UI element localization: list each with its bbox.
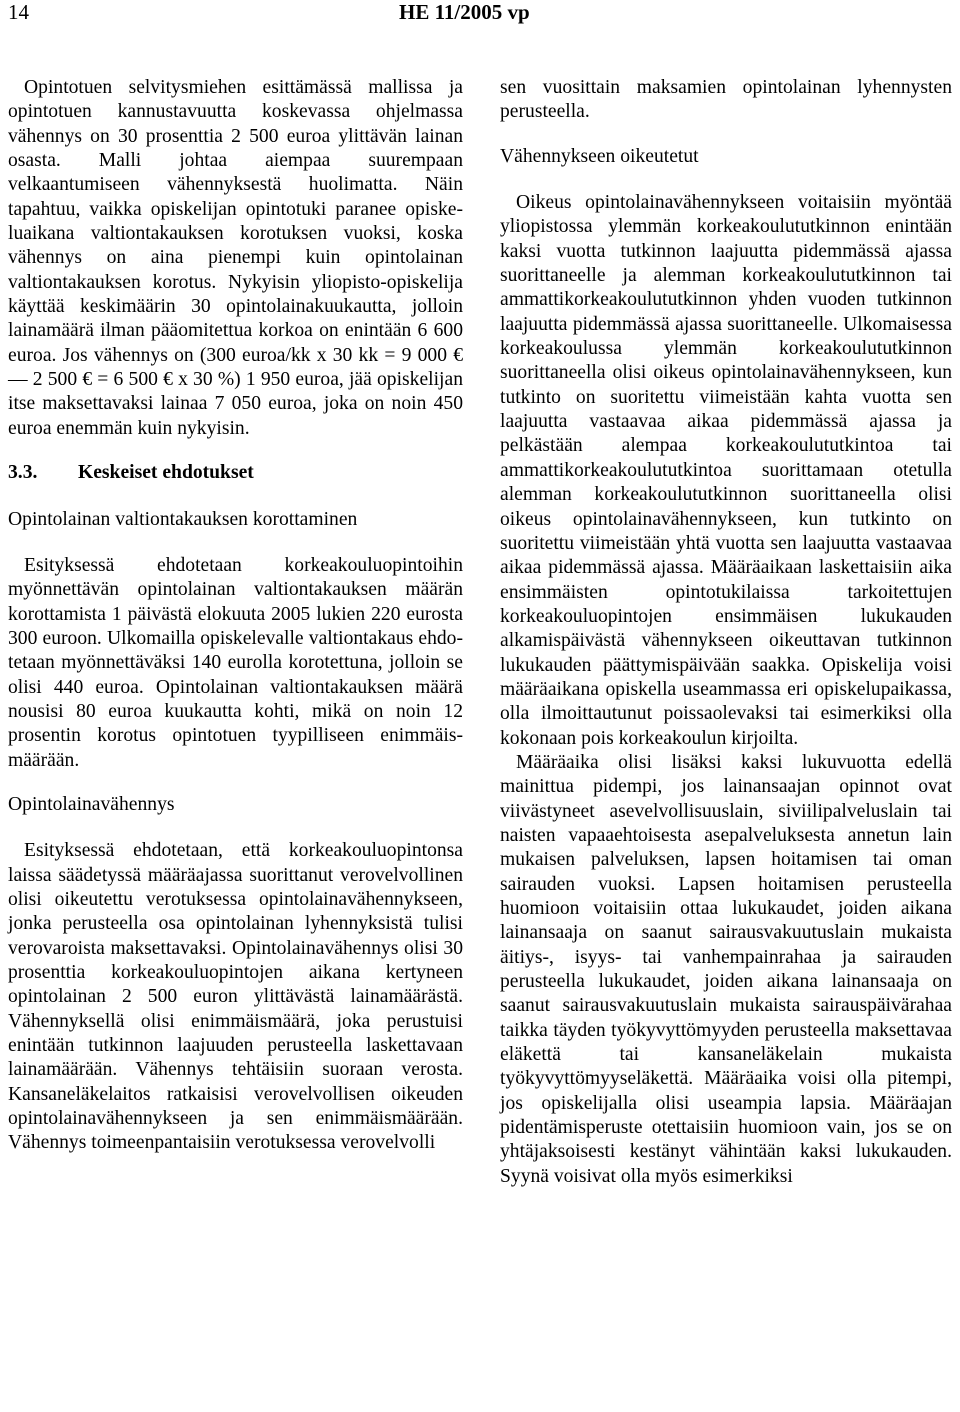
section-title: Keskeiset ehdotukset bbox=[78, 462, 254, 484]
paragraph: Opintotuen selvitysmiehen esittämässä mallissa ja opintotuen kannustavuutta koskevassa ohjelmassa vähennys on 30 prosenttia 2 500 euroa ylittävän lainan osasta. Malli johtaa aiempaa suurempaan velkaantumiseen vähennyksestä huolimatta. Näin tapahtuu, vaikka opiskelijan opintotuki paranee opiskeluaikana valtiontakauksen korotuksen vuoksi, koska vähennys on aina pienempi kuin opintolainan valtiontakauksen korotus. Nykyisin yliopisto-opiskelija käyttää keskimäärin 30 opintolainakuukautta, jolloin lainamäärä ilman pääomitettua korkoa on enintään 6 600 euroa. Jos vähennys on (300 euroa/kk x 30 kk = 9 000 € — 2 500 € = 6 500 € x 30 %) 1 950 euroa, jää opiskelijan itse maksettavaksi lainaa 7 050 euroa, joka on noin 450 euroa enemmän kuin nykyisin. bbox=[8, 77, 463, 439]
subheading: Opintolainan valtiontakauksen korottaminen bbox=[8, 508, 358, 530]
paragraph: Esityksessä ehdotetaan, että korkeakouluopintonsa laissa säädetyssä määräajassa suorittanut verovelvollinen olisi oikeutettu verotuksessa opintolainavähennykseen, jonka perusteella osa opintolainan lyhennyksistä tulisi verovaroista maksettavaksi. Opintolainavähennys olisi 30 prosenttia korkeakouluopintojen aikana kertyneen opintolainan 2 500 euron ylittävästä lainamäärästä. Vähennyksellä olisi enimmäismäärä, joka perustuisi enintään tutkinnon laajuuden perusteella laskettavaan lainamäärään. Vähennys tehtäisiin suoraan verosta. Kansaneläkelaitos ratkaisisi verovelvollisen oikeuden opintolainavähennykseen ja sen enimmäismäärään. Vähennys toimeenpantaisiin verotuksessa verovelvolli bbox=[8, 840, 463, 1154]
document-id: HE 11/2005 vp bbox=[399, 0, 530, 24]
page-number: 14 bbox=[8, 0, 29, 24]
section-heading bbox=[8, 461, 463, 485]
paragraph: sen vuosittain maksamien opintolainan lyhennysten perusteella. bbox=[500, 77, 952, 123]
left-column bbox=[8, 76, 463, 1156]
subheading: Opintolainavähennys bbox=[8, 793, 175, 815]
right-column bbox=[500, 76, 952, 1189]
paragraph: Esityksessä ehdotetaan korkeakouluopintoihin myönnettävän opintolainan valtiontakauksen määrän korottamista 1 päivästä elokuuta 2005 lukien 220 eurosta 300 euroon. Ulkomailla opiskelevalle valtiontakaus ehdotetaan myönnettäväksi 140 eurolla korotettuna, jolloin se olisi 440 euroa. Opintolainan valtiontakauksen määrä nousisi 80 euroa kuukautta kohti, mikä on noin 12 prosentin korotus opintotuen tyypilliseen enimmäismäärään. bbox=[8, 554, 463, 771]
subheading: Vähennykseen oikeutetut bbox=[500, 145, 699, 167]
paragraph: Oikeus opintolainavähennykseen voitaisiin myöntää yliopistossa ylemmän korkeakoulututkinnon enintään kaksi vuotta tutkinnon laajuutta pidemmässä ajassa suorittaneelle ja alemman korkeakoulututkinnon tai ammattikorkeakoulututkinnon yhden vuoden tutkinnon laajuutta pidemmässä ajassa suorittaneelle. Ulkomaisessa korkeakoulussa ylemmän korkeakoulututkinnon suorittaneella olisi oikeus opintolainavähennykseen, kun tutkinto on suoritettu viimeistään kahta vuotta sen laajuutta vastaavaa aikaa pidemmässä ajassa ja pelkästään alempaa korkeakoulututkintoa tai ammattikorkeakoulututkintoa suorittamaan otetulla alemman korkeakoulututkinnon suorittaneella olisi oikeus opintolainavähennykseen, kun tutkinto on suoritettu viimeistään yhtä vuotta sen laajuutta vastaavaa aikaa pidemmässä ajassa. Määräaikaan laskettaisiin aika ensimmäisten opintotukilaissa tarkoitettujen korkeakouluopintojen ensimmäisen lukukauden alkamispäivästä vähennykseen oikeuttavan tutkinnon lukukauden päättymispäivään saakka. Opiskelija voisi määräaikana opiskella useammassa eri opiskelupaikassa, olla ilmoittautunut poissaolevaksi tai esimerkiksi olla kokonaan pois korkeakoulun kirjoilta. bbox=[500, 192, 952, 749]
section-number: 3.3. bbox=[8, 462, 38, 484]
page-header bbox=[0, 0, 960, 26]
paragraph: Määräaika olisi lisäksi kaksi lukuvuotta edellä mainittua pidempi, jos lainansaajan opinnot ovat viivästyneet asevelvollisuuslain, siviilipalveluslain tai naisten vapaaehtoisesta asepalveluksesta annetun lain mukaisen palveluksen, lapsen hoitamisen tai oman sairauden vuoksi. Lapsen hoitamisen perusteella huomioon voitaisiin ottaa lukukaudet, joiden aikana lainansaaja on saanut sairausvakuutuslain mukaista äitiys-, isyys- tai vanhempainrahaa ja sairauden perusteella lukukaudet, joiden aikana lainansaaja on saanut sairausvakuutuslain mukaista sairauspäivärahaa taikka täyden työkyvyttömyyden perusteella maksettavaa eläkettä tai kansaneläkelain mukaista työkyvyttömyyseläkettä. Määräaika voisi olla pitempi, jos opiskelijalla olisi useampia lapsia. Määräajan pidentämisperuste otettaisiin huomioon vain, jos se on yhtäjaksoisesti kestänyt vähintään kaksi lukukauden. Syynä voisivat olla myös esimerkiksi bbox=[500, 751, 952, 1187]
